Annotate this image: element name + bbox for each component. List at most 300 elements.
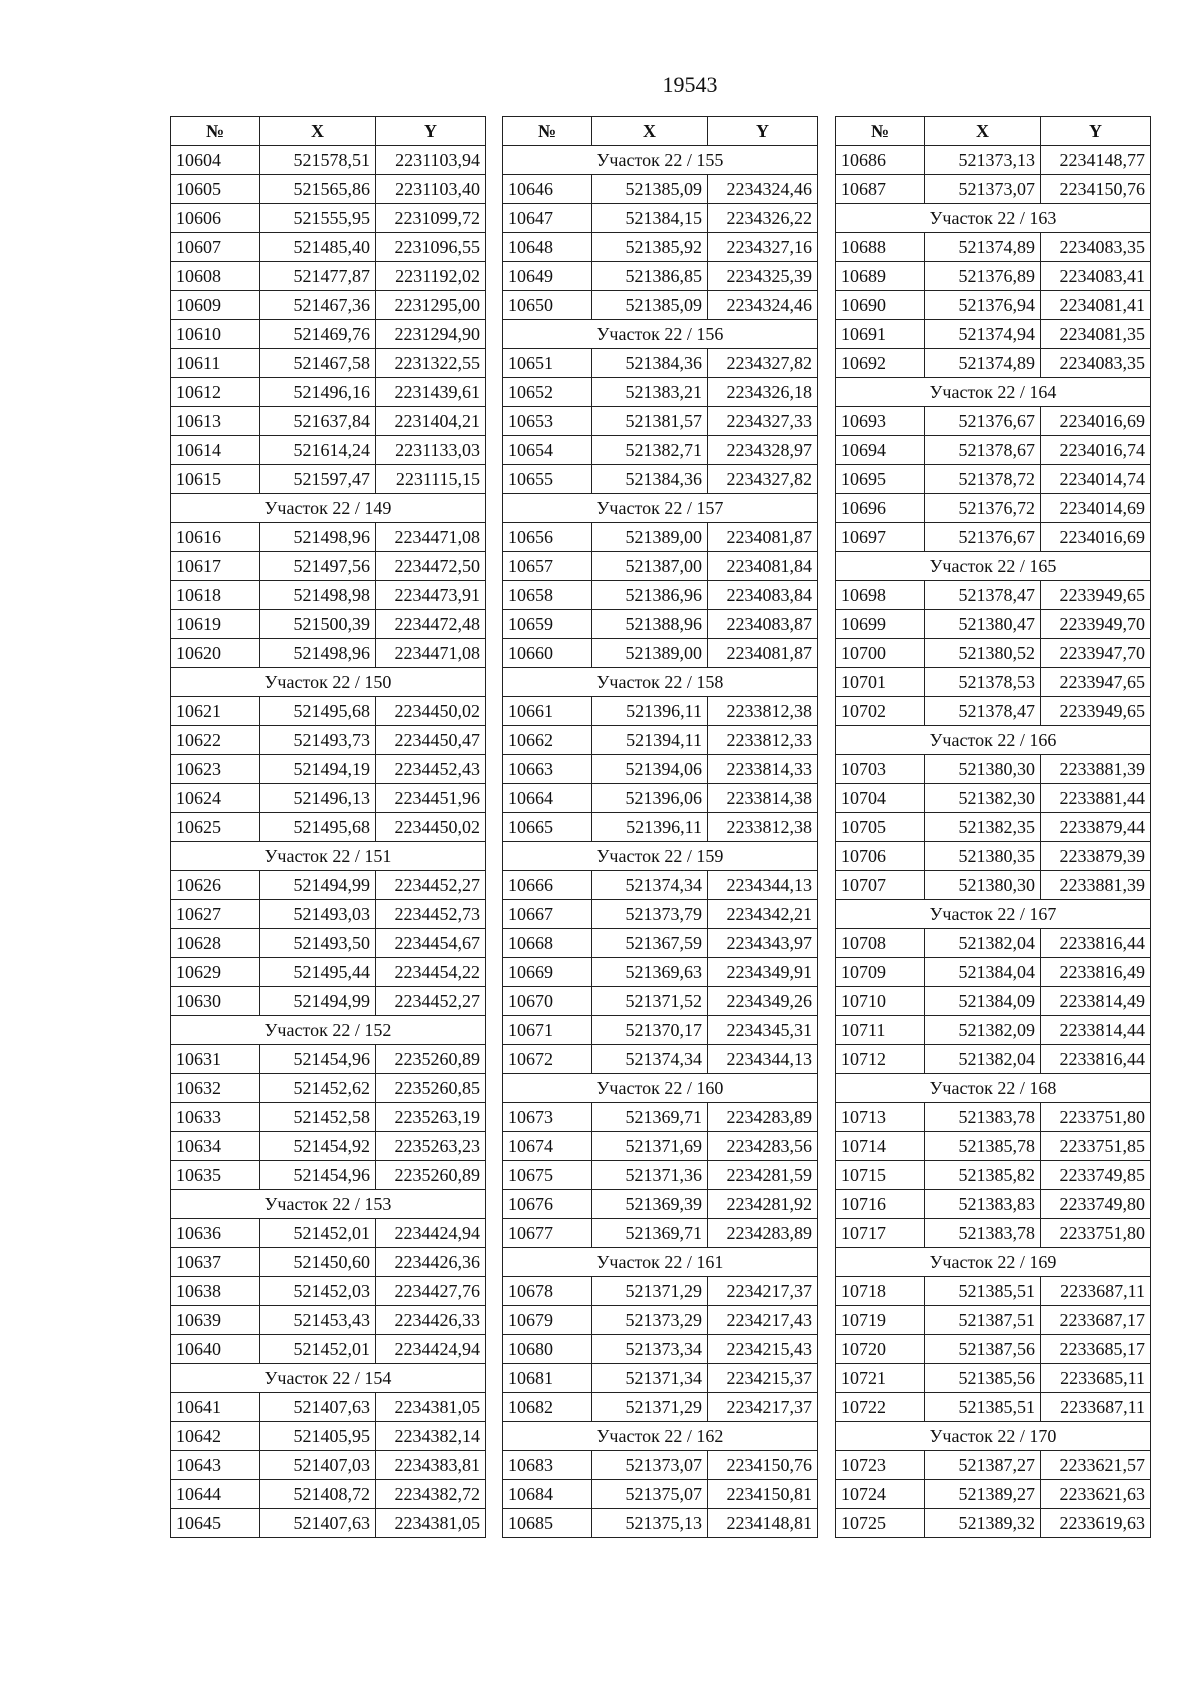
section-title: Участок 22 / 169 (836, 1248, 1151, 1277)
x-coordinate-cell: 521388,96 (592, 610, 708, 639)
x-coordinate-cell: 521386,96 (592, 581, 708, 610)
x-coordinate-cell: 521367,59 (592, 929, 708, 958)
table-row (836, 233, 1151, 262)
point-number-cell: 10686 (836, 146, 925, 175)
header-y: Y (708, 117, 818, 146)
table-row (503, 639, 818, 668)
table-row (836, 842, 1151, 871)
x-coordinate-cell: 521495,44 (260, 958, 376, 987)
y-coordinate-cell: 2234450,02 (376, 813, 486, 842)
x-coordinate-cell: 521376,67 (925, 523, 1041, 552)
y-coordinate-cell: 2234452,73 (376, 900, 486, 929)
point-number-cell: 10657 (503, 552, 592, 581)
header-x: X (260, 117, 376, 146)
table-row (503, 204, 818, 233)
table-row (503, 291, 818, 320)
table-header-row (836, 117, 1151, 146)
y-coordinate-cell: 2234451,96 (376, 784, 486, 813)
section-title: Участок 22 / 162 (503, 1422, 818, 1451)
y-coordinate-cell: 2234344,13 (708, 1045, 818, 1074)
table-row (171, 1306, 486, 1335)
point-number-cell: 10699 (836, 610, 925, 639)
x-coordinate-cell: 521382,30 (925, 784, 1041, 813)
point-number-cell: 10697 (836, 523, 925, 552)
table-row (171, 900, 486, 929)
point-number-cell: 10702 (836, 697, 925, 726)
point-number-cell: 10645 (171, 1509, 260, 1538)
y-coordinate-cell: 2231295,00 (376, 291, 486, 320)
y-coordinate-cell: 2234150,81 (708, 1480, 818, 1509)
table-row (503, 871, 818, 900)
point-number-cell: 10618 (171, 581, 260, 610)
point-number-cell: 10621 (171, 697, 260, 726)
x-coordinate-cell: 521378,72 (925, 465, 1041, 494)
point-number-cell: 10625 (171, 813, 260, 842)
point-number-cell: 10683 (503, 1451, 592, 1480)
point-number-cell: 10646 (503, 175, 592, 204)
x-coordinate-cell: 521385,78 (925, 1132, 1041, 1161)
point-number-cell: 10671 (503, 1016, 592, 1045)
point-number-cell: 10666 (503, 871, 592, 900)
y-coordinate-cell: 2234081,41 (1041, 291, 1151, 320)
x-coordinate-cell: 521389,00 (592, 639, 708, 668)
y-coordinate-cell: 2234383,81 (376, 1451, 486, 1480)
point-number-cell: 10639 (171, 1306, 260, 1335)
table-header-row (503, 117, 818, 146)
section-row (503, 1248, 818, 1277)
table-row (503, 378, 818, 407)
table-row (836, 262, 1151, 291)
x-coordinate-cell: 521454,96 (260, 1161, 376, 1190)
x-coordinate-cell: 521494,99 (260, 871, 376, 900)
header-number: № (503, 117, 592, 146)
point-number-cell: 10713 (836, 1103, 925, 1132)
point-number-cell: 10670 (503, 987, 592, 1016)
table-row (171, 958, 486, 987)
y-coordinate-cell: 2233812,38 (708, 697, 818, 726)
x-coordinate-cell: 521387,00 (592, 552, 708, 581)
x-coordinate-cell: 521383,21 (592, 378, 708, 407)
section-title: Участок 22 / 149 (171, 494, 486, 523)
y-coordinate-cell: 2234083,35 (1041, 349, 1151, 378)
table-row (171, 465, 486, 494)
x-coordinate-cell: 521374,89 (925, 233, 1041, 262)
section-row (836, 900, 1151, 929)
table-row (503, 1016, 818, 1045)
table-row (836, 1016, 1151, 1045)
point-number-cell: 10667 (503, 900, 592, 929)
x-coordinate-cell: 521477,87 (260, 262, 376, 291)
x-coordinate-cell: 521467,58 (260, 349, 376, 378)
x-coordinate-cell: 521378,47 (925, 581, 1041, 610)
x-coordinate-cell: 521373,07 (925, 175, 1041, 204)
table-row (503, 1161, 818, 1190)
y-coordinate-cell: 2234426,36 (376, 1248, 486, 1277)
y-coordinate-cell: 2234215,43 (708, 1335, 818, 1364)
point-number-cell: 10717 (836, 1219, 925, 1248)
y-coordinate-cell: 2233881,39 (1041, 755, 1151, 784)
point-number-cell: 10692 (836, 349, 925, 378)
section-title: Участок 22 / 150 (171, 668, 486, 697)
point-number-cell: 10632 (171, 1074, 260, 1103)
y-coordinate-cell: 2234452,27 (376, 871, 486, 900)
x-coordinate-cell: 521369,39 (592, 1190, 708, 1219)
table-row (171, 1422, 486, 1451)
section-title: Участок 22 / 154 (171, 1364, 486, 1393)
y-coordinate-cell: 2234281,59 (708, 1161, 818, 1190)
table-row (836, 146, 1151, 175)
y-coordinate-cell: 2234343,97 (708, 929, 818, 958)
y-coordinate-cell: 2231404,21 (376, 407, 486, 436)
x-coordinate-cell: 521378,47 (925, 697, 1041, 726)
x-coordinate-cell: 521386,85 (592, 262, 708, 291)
table-row (171, 320, 486, 349)
table-row (171, 523, 486, 552)
table-row (836, 1103, 1151, 1132)
point-number-cell: 10641 (171, 1393, 260, 1422)
x-coordinate-cell: 521469,76 (260, 320, 376, 349)
x-coordinate-cell: 521500,39 (260, 610, 376, 639)
table-row (503, 1451, 818, 1480)
table-row (503, 1509, 818, 1538)
coordinates-table-3 (835, 116, 1151, 1538)
y-coordinate-cell: 2234349,26 (708, 987, 818, 1016)
point-number-cell: 10721 (836, 1364, 925, 1393)
y-coordinate-cell: 2234382,14 (376, 1422, 486, 1451)
section-row (503, 494, 818, 523)
header-number: № (836, 117, 925, 146)
section-row (171, 494, 486, 523)
point-number-cell: 10631 (171, 1045, 260, 1074)
table-row (171, 726, 486, 755)
x-coordinate-cell: 521371,34 (592, 1364, 708, 1393)
y-coordinate-cell: 2234081,84 (708, 552, 818, 581)
table-row (171, 1277, 486, 1306)
table-row (836, 1161, 1151, 1190)
y-coordinate-cell: 2234327,33 (708, 407, 818, 436)
table-row (171, 378, 486, 407)
section-title: Участок 22 / 159 (503, 842, 818, 871)
point-number-cell: 10651 (503, 349, 592, 378)
x-coordinate-cell: 521637,84 (260, 407, 376, 436)
table-row (503, 1190, 818, 1219)
y-coordinate-cell: 2234150,76 (708, 1451, 818, 1480)
section-row (836, 378, 1151, 407)
y-coordinate-cell: 2235263,23 (376, 1132, 486, 1161)
y-coordinate-cell: 2234472,48 (376, 610, 486, 639)
page-number: 19543 (662, 72, 718, 97)
point-number-cell: 10689 (836, 262, 925, 291)
table-row (836, 987, 1151, 1016)
y-coordinate-cell: 2234471,08 (376, 523, 486, 552)
table-row (503, 697, 818, 726)
table-row (836, 349, 1151, 378)
x-coordinate-cell: 521370,17 (592, 1016, 708, 1045)
point-number-cell: 10687 (836, 175, 925, 204)
y-coordinate-cell: 2233619,63 (1041, 1509, 1151, 1538)
table-row (171, 1045, 486, 1074)
x-coordinate-cell: 521452,62 (260, 1074, 376, 1103)
x-coordinate-cell: 521394,11 (592, 726, 708, 755)
y-coordinate-cell: 2233814,38 (708, 784, 818, 813)
table-row (836, 1219, 1151, 1248)
y-coordinate-cell: 2234217,37 (708, 1393, 818, 1422)
table-row (171, 610, 486, 639)
point-number-cell: 10725 (836, 1509, 925, 1538)
x-coordinate-cell: 521496,13 (260, 784, 376, 813)
y-coordinate-cell: 2234148,77 (1041, 146, 1151, 175)
y-coordinate-cell: 2233751,80 (1041, 1219, 1151, 1248)
point-number-cell: 10705 (836, 813, 925, 842)
point-number-cell: 10650 (503, 291, 592, 320)
table-row (836, 1451, 1151, 1480)
section-title: Участок 22 / 163 (836, 204, 1151, 233)
point-number-cell: 10668 (503, 929, 592, 958)
x-coordinate-cell: 521385,82 (925, 1161, 1041, 1190)
x-coordinate-cell: 521371,29 (592, 1277, 708, 1306)
point-number-cell: 10654 (503, 436, 592, 465)
x-coordinate-cell: 521384,36 (592, 465, 708, 494)
x-coordinate-cell: 521454,92 (260, 1132, 376, 1161)
y-coordinate-cell: 2233879,39 (1041, 842, 1151, 871)
point-number-cell: 10608 (171, 262, 260, 291)
point-number-cell: 10701 (836, 668, 925, 697)
table-row (836, 320, 1151, 349)
point-number-cell: 10708 (836, 929, 925, 958)
x-coordinate-cell: 521374,89 (925, 349, 1041, 378)
y-coordinate-cell: 2234328,97 (708, 436, 818, 465)
y-coordinate-cell: 2234452,43 (376, 755, 486, 784)
point-number-cell: 10613 (171, 407, 260, 436)
y-coordinate-cell: 2233814,49 (1041, 987, 1151, 1016)
table-row (503, 262, 818, 291)
x-coordinate-cell: 521373,29 (592, 1306, 708, 1335)
x-coordinate-cell: 521382,04 (925, 1045, 1041, 1074)
table-row (171, 262, 486, 291)
point-number-cell: 10703 (836, 755, 925, 784)
point-number-cell: 10675 (503, 1161, 592, 1190)
y-coordinate-cell: 2233812,33 (708, 726, 818, 755)
x-coordinate-cell: 521394,06 (592, 755, 708, 784)
point-number-cell: 10719 (836, 1306, 925, 1335)
point-number-cell: 10628 (171, 929, 260, 958)
table-row (171, 1132, 486, 1161)
point-number-cell: 10662 (503, 726, 592, 755)
y-coordinate-cell: 2234083,84 (708, 581, 818, 610)
header-y: Y (1041, 117, 1151, 146)
point-number-cell: 10606 (171, 204, 260, 233)
y-coordinate-cell: 2231294,90 (376, 320, 486, 349)
x-coordinate-cell: 521405,95 (260, 1422, 376, 1451)
point-number-cell: 10640 (171, 1335, 260, 1364)
table-row (171, 697, 486, 726)
point-number-cell: 10672 (503, 1045, 592, 1074)
y-coordinate-cell: 2234016,69 (1041, 407, 1151, 436)
y-coordinate-cell: 2234342,21 (708, 900, 818, 929)
x-coordinate-cell: 521385,92 (592, 233, 708, 262)
point-number-cell: 10700 (836, 639, 925, 668)
x-coordinate-cell: 521384,36 (592, 349, 708, 378)
section-row (171, 1364, 486, 1393)
table-row (503, 581, 818, 610)
table-row (836, 929, 1151, 958)
y-coordinate-cell: 2234327,82 (708, 349, 818, 378)
y-coordinate-cell: 2234381,05 (376, 1393, 486, 1422)
table-row (171, 1451, 486, 1480)
table-row (836, 1335, 1151, 1364)
coordinates-table-2 (502, 116, 818, 1538)
y-coordinate-cell: 2234345,31 (708, 1016, 818, 1045)
table-row (171, 349, 486, 378)
section-title: Участок 22 / 152 (171, 1016, 486, 1045)
point-number-cell: 10604 (171, 146, 260, 175)
table-row (171, 291, 486, 320)
x-coordinate-cell: 521382,04 (925, 929, 1041, 958)
point-number-cell: 10626 (171, 871, 260, 900)
x-coordinate-cell: 521380,52 (925, 639, 1041, 668)
table-row (171, 755, 486, 784)
point-number-cell: 10629 (171, 958, 260, 987)
x-coordinate-cell: 521383,78 (925, 1103, 1041, 1132)
x-coordinate-cell: 521614,24 (260, 436, 376, 465)
x-coordinate-cell: 521371,69 (592, 1132, 708, 1161)
x-coordinate-cell: 521371,29 (592, 1393, 708, 1422)
x-coordinate-cell: 521407,63 (260, 1509, 376, 1538)
x-coordinate-cell: 521378,53 (925, 668, 1041, 697)
table-row (836, 1393, 1151, 1422)
x-coordinate-cell: 521387,51 (925, 1306, 1041, 1335)
table-row (503, 1335, 818, 1364)
y-coordinate-cell: 2234148,81 (708, 1509, 818, 1538)
point-number-cell: 10665 (503, 813, 592, 842)
point-number-cell: 10664 (503, 784, 592, 813)
y-coordinate-cell: 2234424,94 (376, 1219, 486, 1248)
table-row (171, 1335, 486, 1364)
y-coordinate-cell: 2233881,44 (1041, 784, 1151, 813)
table-row (503, 755, 818, 784)
point-number-cell: 10669 (503, 958, 592, 987)
x-coordinate-cell: 521383,83 (925, 1190, 1041, 1219)
table-row (171, 813, 486, 842)
y-coordinate-cell: 2233814,44 (1041, 1016, 1151, 1045)
table-row (836, 523, 1151, 552)
table-row (836, 755, 1151, 784)
section-row (503, 668, 818, 697)
point-number-cell: 10706 (836, 842, 925, 871)
point-number-cell: 10698 (836, 581, 925, 610)
point-number-cell: 10688 (836, 233, 925, 262)
x-coordinate-cell: 521498,98 (260, 581, 376, 610)
section-title: Участок 22 / 166 (836, 726, 1151, 755)
y-coordinate-cell: 2234382,72 (376, 1480, 486, 1509)
x-coordinate-cell: 521387,27 (925, 1451, 1041, 1480)
point-number-cell: 10609 (171, 291, 260, 320)
y-coordinate-cell: 2234016,69 (1041, 523, 1151, 552)
y-coordinate-cell: 2234349,91 (708, 958, 818, 987)
y-coordinate-cell: 2234014,69 (1041, 494, 1151, 523)
table-row (171, 146, 486, 175)
x-coordinate-cell: 521396,11 (592, 813, 708, 842)
header-x: X (592, 117, 708, 146)
section-title: Участок 22 / 153 (171, 1190, 486, 1219)
y-coordinate-cell: 2234083,35 (1041, 233, 1151, 262)
section-title: Участок 22 / 168 (836, 1074, 1151, 1103)
x-coordinate-cell: 521597,47 (260, 465, 376, 494)
point-number-cell: 10685 (503, 1509, 592, 1538)
table-row (171, 987, 486, 1016)
x-coordinate-cell: 521408,72 (260, 1480, 376, 1509)
x-coordinate-cell: 521374,94 (925, 320, 1041, 349)
y-coordinate-cell: 2234083,41 (1041, 262, 1151, 291)
y-coordinate-cell: 2231322,55 (376, 349, 486, 378)
x-coordinate-cell: 521452,03 (260, 1277, 376, 1306)
x-coordinate-cell: 521453,43 (260, 1306, 376, 1335)
y-coordinate-cell: 2233947,65 (1041, 668, 1151, 697)
y-coordinate-cell: 2231096,55 (376, 233, 486, 262)
section-row (836, 1074, 1151, 1103)
table-row (503, 784, 818, 813)
point-number-cell: 10660 (503, 639, 592, 668)
point-number-cell: 10615 (171, 465, 260, 494)
section-title: Участок 22 / 151 (171, 842, 486, 871)
point-number-cell: 10659 (503, 610, 592, 639)
point-number-cell: 10656 (503, 523, 592, 552)
section-row (836, 1248, 1151, 1277)
y-coordinate-cell: 2234016,74 (1041, 436, 1151, 465)
section-row (503, 1074, 818, 1103)
table-row (171, 204, 486, 233)
table-row (503, 1277, 818, 1306)
x-coordinate-cell: 521385,51 (925, 1393, 1041, 1422)
point-number-cell: 10695 (836, 465, 925, 494)
point-number-cell: 10674 (503, 1132, 592, 1161)
table-row (836, 1509, 1151, 1538)
y-coordinate-cell: 2233621,63 (1041, 1480, 1151, 1509)
x-coordinate-cell: 521376,94 (925, 291, 1041, 320)
x-coordinate-cell: 521380,35 (925, 842, 1041, 871)
point-number-cell: 10648 (503, 233, 592, 262)
y-coordinate-cell: 2233749,85 (1041, 1161, 1151, 1190)
section-row (836, 552, 1151, 581)
y-coordinate-cell: 2234081,87 (708, 639, 818, 668)
point-number-cell: 10678 (503, 1277, 592, 1306)
section-row (171, 842, 486, 871)
table-row (503, 465, 818, 494)
section-row (503, 146, 818, 175)
x-coordinate-cell: 521384,04 (925, 958, 1041, 987)
table-row (503, 813, 818, 842)
section-title: Участок 22 / 155 (503, 146, 818, 175)
x-coordinate-cell: 521380,30 (925, 871, 1041, 900)
y-coordinate-cell: 2234427,76 (376, 1277, 486, 1306)
x-coordinate-cell: 521375,07 (592, 1480, 708, 1509)
point-number-cell: 10612 (171, 378, 260, 407)
section-row (503, 1422, 818, 1451)
y-coordinate-cell: 2234426,33 (376, 1306, 486, 1335)
point-number-cell: 10704 (836, 784, 925, 813)
x-coordinate-cell: 521385,51 (925, 1277, 1041, 1306)
section-title: Участок 22 / 161 (503, 1248, 818, 1277)
y-coordinate-cell: 2234344,13 (708, 871, 818, 900)
table-row (503, 1219, 818, 1248)
table-row (503, 726, 818, 755)
x-coordinate-cell: 521407,03 (260, 1451, 376, 1480)
point-number-cell: 10663 (503, 755, 592, 784)
y-coordinate-cell: 2234283,56 (708, 1132, 818, 1161)
y-coordinate-cell: 2231115,15 (376, 465, 486, 494)
y-coordinate-cell: 2234424,94 (376, 1335, 486, 1364)
x-coordinate-cell: 521385,56 (925, 1364, 1041, 1393)
